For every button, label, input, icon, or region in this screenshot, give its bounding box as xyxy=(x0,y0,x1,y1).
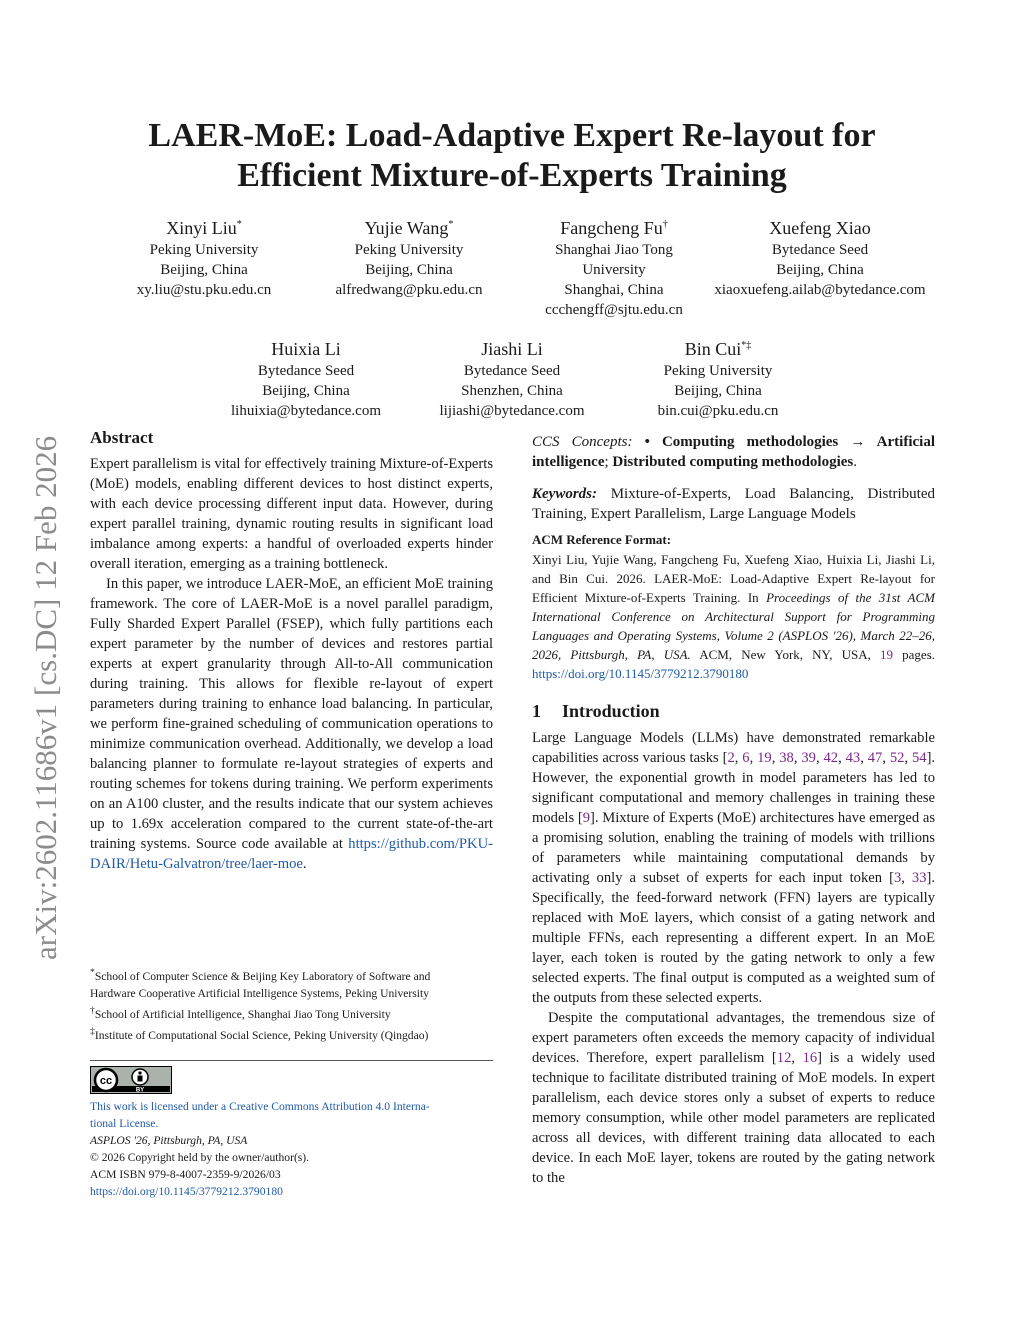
reference-format-heading: ACM Reference Format: xyxy=(532,532,672,547)
author-block xyxy=(618,335,818,421)
section-number: 1 xyxy=(532,701,541,721)
author-email: xy.liu@stu.pku.edu.cn xyxy=(136,282,272,298)
right-column xyxy=(532,432,935,1188)
intro-text: ]. Mixture of Experts (MoE) architectures have emerged as a promising solution, enabling the training of models with trillions of parameters while maintaining computational demands by activating only a subset of experts for each input token [ xyxy=(532,810,935,886)
ccs-label: CCS Concepts: xyxy=(532,434,633,450)
cc-badge-cc-text: cc xyxy=(99,1075,113,1087)
abstract-paragraph-2 xyxy=(90,574,493,874)
reference-doi-link[interactable]: https://doi.org/10.1145/3779212.3790180 xyxy=(532,666,749,681)
author-location: Shanghai, China xyxy=(564,282,664,298)
reference-pages-label: pages. xyxy=(902,647,936,662)
author-email: alfredwang@pku.edu.cn xyxy=(335,282,483,298)
intro-text: Despite the computational advantages, the tremendous size of expert parameters often exceeds the memory capacity of individual devices. Therefore, expert parallelism [ xyxy=(532,1010,935,1066)
author-affiliation: Bytedance Seed xyxy=(771,242,869,258)
section-title: Introduction xyxy=(562,701,660,721)
intro-paragraph-2: Despite the computational advantages, the tremendous size of expert parameters often exceeds the memory capacity of individual devices. Therefore, expert parallelism [12, 16] is a widely used technique to facilitate distributed training of MoE models. In expert parallelism, each device stores only a subset of experts to reduce memory consumption, while other model parameters are replicated across all devices, with different training data allocated to each device. In each MoE layer, tokens are routed by the gating network to the xyxy=(532,1010,935,1186)
ccs-separator: ; xyxy=(604,454,609,470)
author-mark: * xyxy=(236,219,242,230)
conference-venue: ASPLOS '26, Pittsburgh, PA, USA xyxy=(90,1134,248,1147)
footnote-text: School of Computer Science & Beijing Key Laboratory of Software and xyxy=(94,969,431,983)
footnote xyxy=(90,985,500,1002)
author-name: Fangcheng Fu xyxy=(560,218,663,238)
author-location: Shenzhen, China xyxy=(461,383,563,399)
citation-link[interactable]: 9 xyxy=(582,810,591,826)
intro-text: Large Language Models (LLMs) have demonstrated remarkable capabilities across various tasks [ xyxy=(532,730,935,766)
source-code-link[interactable]: https://github.com/PKU-DAIR/Hetu-Galvatron/tree/laer-moe xyxy=(90,836,493,872)
ccs-item-2: Distributed computing methodologies xyxy=(612,454,854,470)
copyright-notice: © 2026 Copyright held by the owner/author(s). xyxy=(90,1151,310,1164)
citation-link[interactable]: 6 xyxy=(742,750,750,766)
author-location: Beijing, China xyxy=(262,383,350,399)
ccs-bullet: • xyxy=(644,434,650,450)
author-affiliation: Peking University xyxy=(354,242,464,258)
paper-title xyxy=(60,116,964,196)
author-affiliation: Bytedance Seed xyxy=(463,363,561,379)
title-line-1: LAER-MoE: Load-Adaptive Expert Re-layout for xyxy=(148,117,876,154)
reference-format-text xyxy=(532,550,935,683)
footnote-mark: ‡ xyxy=(90,1025,95,1037)
author-block xyxy=(714,214,926,300)
ccs-item-1: Computing methodologies → Artificial intelligence xyxy=(532,434,935,470)
intro-text: ]. Specifically, the feed-forward network (FFN) layers are typically replaced with MoE layers, which consist of a gating network and multiple FFNs, each representing a different expert. In an MoE layer, each token is routed by the gating network to only a few selected experts. The final output is computed as a weighted sum of the outputs from these selected experts. xyxy=(532,870,936,1006)
author-block xyxy=(206,335,406,421)
author-block xyxy=(514,214,714,320)
citation-link[interactable]: 52 xyxy=(889,750,905,766)
abstract-paragraph-1: Expert parallelism is vital for effectively training Mixture-of-Experts (MoE) models, enabling different devices to host distinct experts, with each device processing different input data. However, during expert parallel training, dynamic routing results in significant load imbalance among experts: a handful of overloaded experts hinder overall iteration, emerging as a training bottleneck. xyxy=(90,456,493,572)
author-block xyxy=(309,214,509,300)
citation-link[interactable]: 12 xyxy=(776,1050,792,1066)
author-location: Beijing, China xyxy=(776,262,864,278)
footnote xyxy=(90,964,500,985)
author-location: Beijing, China xyxy=(160,262,248,278)
footnote-divider xyxy=(90,1060,493,1061)
reference-publisher: ACM, New York, NY, USA, xyxy=(699,647,871,662)
abstract-section xyxy=(90,428,493,874)
citation-link[interactable]: 39 xyxy=(801,750,816,766)
author-email: bin.cui@pku.edu.cn xyxy=(657,403,779,419)
author-affiliation: Peking University xyxy=(149,242,259,258)
isbn: ACM ISBN 979-8-4007-2359-9/2026/03 xyxy=(90,1168,281,1181)
citation-link[interactable]: 33 xyxy=(911,870,927,886)
abstract-paragraph-2-text: In this paper, we introduce LAER-MoE, an efficient MoE training framework. The core of LAER-MoE is a novel parallel paradigm, Fully Sharded Expert Parallel (FSEP), which fully partitions each expert parameter by the number of devices and restores partial experts at expert granularity through All-to-All communication during training. This allows for flexible re-layout of expert parameters during training to enhance load balancing. In particular, we perform fine-grained scheduling of communication operations to minimize communication overhead. Additionally, we develop a load balancing planner to formulate re-layout strategies of experts and routing schemes for tokens during training. We perform experiments on an A100 cluster, and the results indicate that our system achieves up to 1.69x acceleration compared to the current state-of-the-art training systems. Source code available at xyxy=(90,576,493,852)
author-email: xiaoxuefeng.ailab@bytedance.com xyxy=(714,282,926,298)
citation-link[interactable]: 16 xyxy=(802,1050,818,1066)
reference-authors-title: Xinyi Liu, Yujie Wang, Fangcheng Fu, Xuefeng Xiao, Huixia Li, Jiashi Li, and Bin Cui. 2026. LAER-MoE: Load-Adaptive Expert Re-layout for Efficient Mixture-of-Experts Training. In xyxy=(532,552,935,605)
author-name: Huixia Li xyxy=(271,339,341,359)
citation-link[interactable]: 47 xyxy=(867,750,883,766)
arxiv-stamp: arXiv:2602.11686v1 [cs.DC] 12 Feb 2026 xyxy=(28,435,63,960)
author-affiliation: Peking University xyxy=(663,363,773,379)
citation-link[interactable]: 3 xyxy=(893,870,902,886)
citation-link[interactable]: 38 xyxy=(779,750,794,766)
author-location: Beijing, China xyxy=(674,383,762,399)
author-email: lihuixia@bytedance.com xyxy=(230,403,381,419)
author-location: Beijing, China xyxy=(365,262,453,278)
author-name: Xinyi Liu xyxy=(166,218,237,238)
introduction-heading xyxy=(532,701,935,722)
author-name: Jiashi Li xyxy=(481,339,543,359)
footnote-mark: * xyxy=(90,967,95,978)
footnote-text: Hardware Cooperative Artificial Intelligence Systems, Peking University xyxy=(90,986,430,1000)
keywords-text: Mixture-of-Experts, Load Balancing, Distributed Training, Expert Parallelism, Large Language Models xyxy=(532,486,935,522)
intro-text: ]. However, the exponential growth in model parameters has led to significant computational and memory challenges in training these models [ xyxy=(532,750,936,826)
citation-link[interactable]: 19 xyxy=(757,750,772,766)
intro-paragraph-1: Large Language Models (LLMs) have demonstrated remarkable capabilities across various tasks [2, 6, 19, 38, 39, 42, 43, 47, 52, 54]. However, the exponential growth in model parameters has led to significant computational and memory challenges in training these models [9]. Mixture of Experts (MoE) architectures have emerged as a promising solution, enabling the training of models with trillions of parameters while maintaining computational demands by activating only a subset of experts for each input token [3, 33]. Specifically, the feed-forward network (FFN) layers are typically replaced with MoE layers, which consist of a gating network and multiple FFNs, each representing a different expert. In an MoE layer, each token is routed by the gating network to only a few selected experts. The final output is computed as a weighted sum of the outputs from these selected experts. xyxy=(532,730,936,1006)
citation-link[interactable]: 43 xyxy=(845,750,861,766)
intro-text: ] is a widely used technique to facilitate distributed training of MoE models. In expert parallelism, each device stores only a subset of experts to reduce memory consumption, while other model parameters are replicated across all devices, with different training data allocated to each device. In each MoE layer, tokens are routed by the gating network to the xyxy=(532,1050,935,1186)
footnote-text: School of Artificial Intelligence, Shanghai Jiao Tong University xyxy=(94,1007,391,1021)
license-link-line-2[interactable]: tional License. xyxy=(90,1117,159,1130)
footnote-text: Institute of Computational Social Science, Peking University (Qingdao) xyxy=(94,1028,429,1042)
citation-link[interactable]: 42 xyxy=(823,750,839,766)
author-affiliation: Shanghai Jiao Tong xyxy=(555,242,673,258)
author-name: Bin Cui xyxy=(684,339,742,359)
reference-pages-link[interactable]: 19 xyxy=(880,647,894,662)
author-block xyxy=(104,214,304,300)
footnote xyxy=(90,1023,500,1044)
license-link-line-1[interactable]: This work is licensed under a Creative Commons Attribution 4.0 Interna- xyxy=(90,1100,430,1113)
ccs-concepts xyxy=(532,432,935,472)
cc-by-license-icon[interactable] xyxy=(90,1066,172,1094)
author-affiliation: Bytedance Seed xyxy=(257,363,355,379)
keywords xyxy=(532,484,935,524)
citation-link[interactable]: 54 xyxy=(911,750,927,766)
footnote-mark: † xyxy=(90,1004,95,1016)
reference-venue: Proceedings of the 31st ACM International Conference on Architectural Support for Programming Languages and Operating Systems, Volume 2 (ASPLOS '26), March 22–26, 2026, Pittsburgh, PA, USA. xyxy=(532,590,936,662)
author-name: Yujie Wang xyxy=(364,218,449,238)
author-email: ccchengff@sjtu.edu.cn xyxy=(545,302,683,318)
author-mark: *‡ xyxy=(741,340,752,351)
keywords-label: Keywords: xyxy=(532,486,597,502)
author-mark: † xyxy=(662,219,668,230)
author-block xyxy=(412,335,612,421)
title-line-2: Efficient Mixture-of-Experts Training xyxy=(237,157,787,194)
author-affiliation: University xyxy=(582,262,646,278)
doi-link[interactable]: https://doi.org/10.1145/3779212.3790180 xyxy=(90,1185,283,1198)
ccs-end: . xyxy=(853,454,857,470)
cc-badge-by-text: BY xyxy=(135,1087,145,1094)
affiliation-footnotes xyxy=(90,964,500,1044)
license-block xyxy=(90,1098,500,1200)
abstract-heading: Abstract xyxy=(90,428,154,447)
footnote xyxy=(90,1002,500,1023)
author-email: lijiashi@bytedance.com xyxy=(439,403,585,419)
author-mark: * xyxy=(448,219,454,230)
abstract-paragraph-2-end: . xyxy=(302,856,307,872)
author-name: Xuefeng Xiao xyxy=(769,218,871,238)
citation-link[interactable]: 2 xyxy=(727,750,735,766)
